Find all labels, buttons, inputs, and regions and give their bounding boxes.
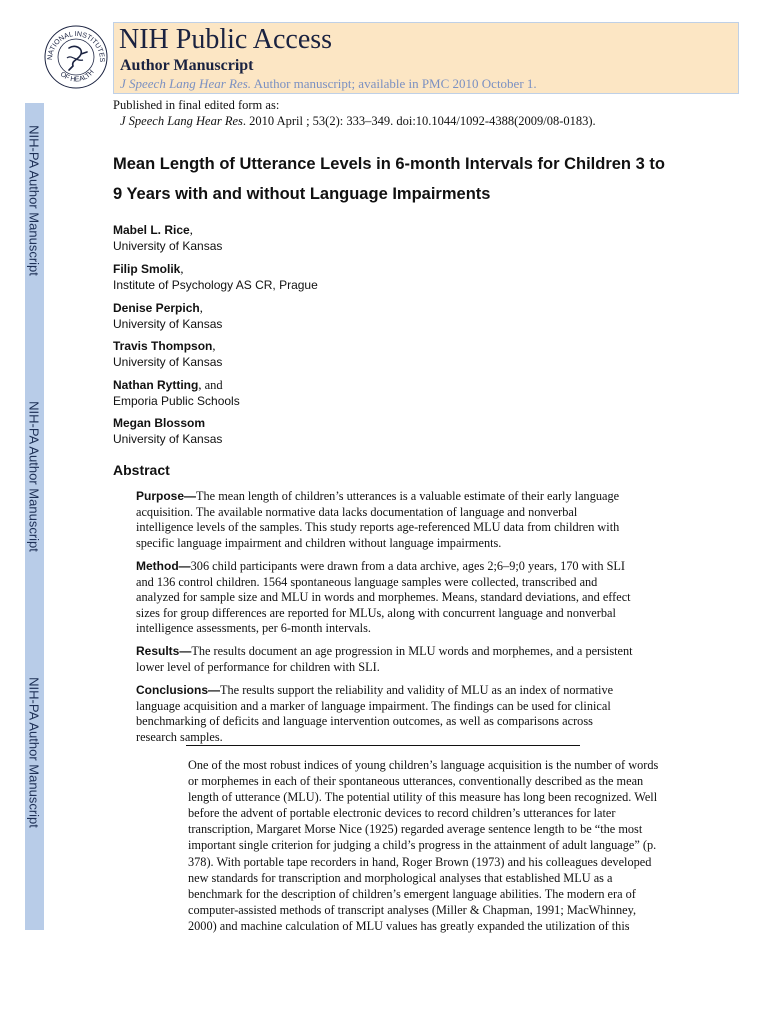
author-name: Filip Smolik <box>113 262 181 276</box>
author-suffix: , <box>212 339 216 353</box>
author-block <box>113 338 222 370</box>
citation <box>120 114 596 129</box>
banner-title: NIH Public Access <box>119 24 333 55</box>
abstract-method <box>136 559 636 637</box>
sidebar-label-3: NIH-PA Author Manuscript <box>26 677 42 828</box>
abstract-heading: Abstract <box>113 462 170 478</box>
logo-ring-text-bottom: OF HEALTH <box>58 68 96 84</box>
author-affiliation: Emporia Public Schools <box>113 394 240 408</box>
article-title: Mean Length of Utterance Levels in 6-month Intervals for Children 3 to 9 Years with and without Language Impairments <box>113 155 665 203</box>
abstract-section-text: 306 child participants were drawn from a data archive, ages 2;6–9;0 years, 170 with SLI and 136 control children. 1564 spontaneous language samples were collected, transcribed and analyzed for sample size and MLU in words and morphemes. Means, standard deviations, and effect sizes for group differences are reported for MLUs, along with concurrent language and nonverbal intelligence assessments, per 6-month intervals. <box>136 559 631 636</box>
logo-ring-text-top: NATIONAL INSTITUTES <box>46 30 106 63</box>
author-name: Mabel L. Rice <box>113 223 190 237</box>
author-name: Denise Perpich <box>113 301 200 315</box>
author-block <box>113 415 222 447</box>
body-paragraph: One of the most robust indices of young children’s language acquisition is the number of words or morphemes in each of their spontaneous utterances, conventionally described as the mean length of utterance (MLU). The potential utility of this measure has long been recognized. Well before the advent of portable electronic devices to record children’s utterances for later transcription, Margaret Morse Nice (1925) regarded average sentence length to be “the most important single criterion for judging a child’s progress in the attainment of adult language” (p. 378). With portable tape recorders in hand, Roger Brown (1973) and his colleagues developed new standards for transcription and morphological analyses that established MLU as a benchmark for the description of children’s emergent language abilities. The modern era of computer-assisted methods of transcript analyses (Miller & Chapman, 1991; MacWhinney, 2000) and machine calculation of MLU values has greatly expanded the utilization of this <box>188 758 659 933</box>
banner-availability-text: Author manuscript; available in PMC 2010 October 1. <box>251 76 537 91</box>
abstract-section-text: The results document an age progression in MLU words and morphemes, and a persistent lower level of performance for children with SLI. <box>136 644 633 674</box>
abstract-section-label: Purpose— <box>136 489 197 503</box>
author-name: Nathan Rytting <box>113 378 199 392</box>
author-affiliation: University of Kansas <box>113 239 223 253</box>
abstract-section-label: Conclusions— <box>136 683 221 697</box>
author-name: Travis Thompson <box>113 339 213 353</box>
sidebar-label-2: NIH-PA Author Manuscript <box>26 401 42 552</box>
author-affiliation: Institute of Psychology AS CR, Prague <box>113 278 318 292</box>
nih-public-access-banner <box>113 22 739 94</box>
author-block <box>113 377 240 409</box>
abstract-results <box>136 644 636 675</box>
sidebar-label-1: NIH-PA Author Manuscript <box>26 125 42 276</box>
author-suffix: , and <box>198 378 223 392</box>
author-block <box>113 300 222 332</box>
author-block <box>113 261 318 293</box>
author-affiliation: University of Kansas <box>113 317 223 331</box>
abstract-section-label: Method— <box>136 559 191 573</box>
author-block <box>113 222 222 254</box>
author-suffix: , <box>199 301 203 315</box>
abstract-section-text: The mean length of children’s utterances is a valuable estimate of their early language acquisition. The available normative data lacks documentation of language and nonverbal intelligence levels of the samples. This study reports age-referenced MLU data from children with specific language impairment and children without language impairments. <box>136 489 620 550</box>
author-name: Megan Blossom <box>113 416 206 430</box>
author-affiliation: University of Kansas <box>113 432 223 446</box>
published-note: Published in final edited form as: <box>113 98 280 112</box>
nih-logo-icon <box>43 24 109 90</box>
banner-availability <box>120 76 537 92</box>
citation-details: . 2010 April ; 53(2): 333–349. doi:10.1044/1092-4388(2009/08-0183). <box>242 114 596 128</box>
author-affiliation: University of Kansas <box>113 355 223 369</box>
abstract-conclusions <box>136 683 636 745</box>
abstract-section-text: The results support the reliability and validity of MLU as an index of normative language acquisition and a marker of language impairment. The findings can be used for clinical benchmarking of deficits and language intervention outcomes, as well as comparisons across research samples. <box>136 683 614 744</box>
section-divider <box>186 745 580 746</box>
banner-journal-name: J Speech Lang Hear Res. <box>120 76 252 91</box>
banner-subtitle: Author Manuscript <box>120 57 254 74</box>
abstract-section-label: Results— <box>136 644 192 658</box>
author-suffix: , <box>189 223 193 237</box>
abstract-purpose <box>136 489 636 551</box>
author-suffix: , <box>180 262 184 276</box>
citation-journal: J Speech Lang Hear Res <box>120 114 243 128</box>
